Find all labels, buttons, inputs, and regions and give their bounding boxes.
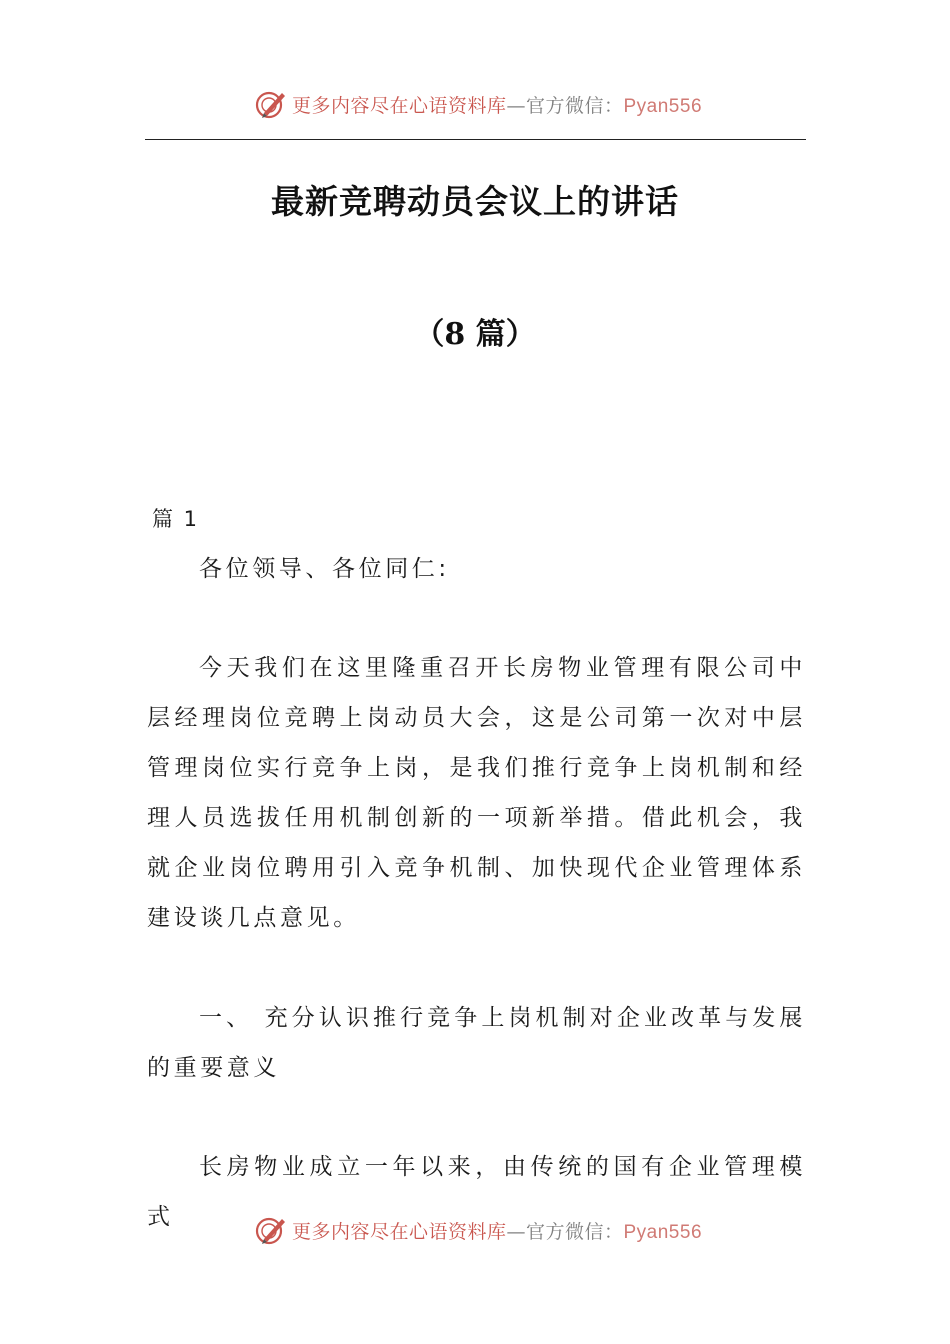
intro-paragraph: 今天我们在这里隆重召开长房物业管理有限公司中层经理岗位竞聘上岗动员大会，这是公司第一次对中层管理岗位实行竞争上岗，是我们推行竞争上岗机制和经理人员选拔任用机制创新的一项新举措。借此机会，我就企业岗位聘用引入竞争机制、加快现代企业管理体系建设谈几点意见。 — [147, 655, 806, 931]
pen-logo-icon — [254, 87, 288, 121]
footer-banner — [0, 1210, 950, 1250]
header-divider — [145, 139, 806, 140]
document-subtitle: （8 篇） — [414, 317, 536, 352]
banner-wechat-id: Pyan556 — [623, 1221, 703, 1243]
pen-logo-icon — [254, 1213, 288, 1247]
banner-site-name: 更多内容尽在心语资料库 — [291, 94, 507, 117]
document-title: 最新竞聘动员会议上的讲话 — [271, 182, 679, 221]
banner-site-name: 更多内容尽在心语资料库 — [291, 1220, 507, 1243]
banner-wechat-id: Pyan556 — [623, 95, 703, 117]
banner-wechat-label: —官方微信： — [506, 94, 624, 117]
chapter-label: 篇 1 — [152, 507, 200, 531]
header-banner — [0, 84, 950, 124]
greeting-paragraph: 各位领导、各位同仁: — [199, 556, 450, 582]
body-paragraph: 长房物业成立一年以来，由传统的国有企业管理模式 — [147, 1154, 806, 1230]
section-heading: 一、 充分认识推行竞争上岗机制对企业改革与发展的重要意义 — [147, 1005, 806, 1081]
banner-wechat-label: —官方微信： — [506, 1220, 624, 1243]
